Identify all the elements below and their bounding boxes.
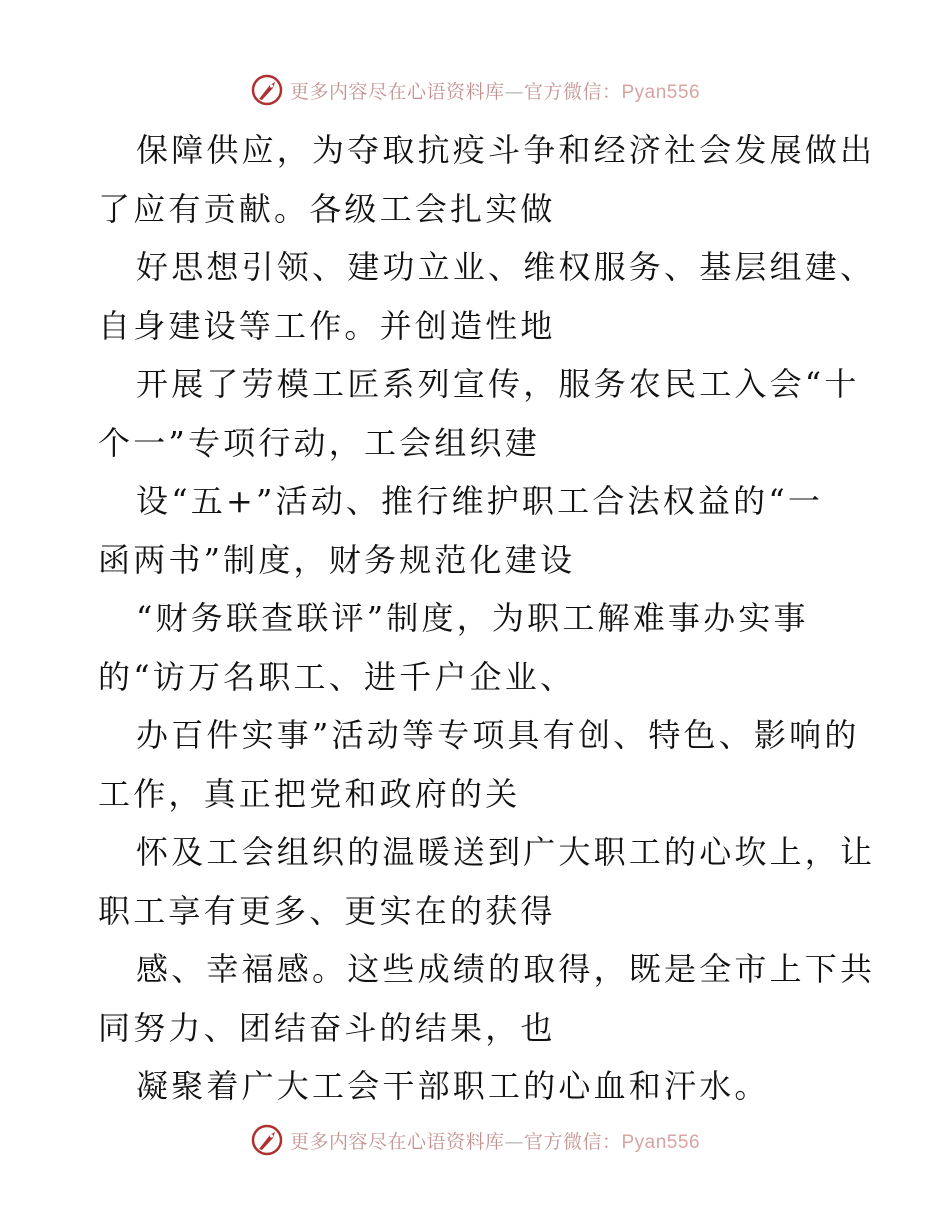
paragraph-line: “财务联查联评”制度，为职工解难事办实事	[136, 599, 809, 637]
watermark-wechat-id: Pyan556	[621, 1131, 701, 1153]
paragraph-line: 凝聚着广大工会干部职工的心血和汗水。	[136, 1067, 770, 1105]
document-body	[98, 121, 876, 1116]
watermark-wechat-label: 官方微信：	[523, 80, 622, 103]
paragraph-line: 开展了劳模工匠系列宣传，服务农民工入会“十	[136, 365, 860, 403]
paragraph-line: 同努力、团结奋斗的结果，也	[98, 1008, 556, 1047]
watermark-separator: —	[504, 1130, 524, 1153]
footer-watermark	[0, 1122, 950, 1158]
paragraph-line: 办百件实事”活动等专项具有创、特色、影响的	[136, 716, 860, 754]
pen-nib-logo-icon	[250, 1123, 284, 1157]
header-watermark	[0, 72, 950, 108]
watermark-text	[290, 77, 700, 104]
watermark-site-text: 更多内容尽在心语资料库	[289, 1130, 505, 1153]
paragraph-line: 好思想引领、建功立业、维权服务、基层组建、	[136, 248, 876, 286]
paragraph-line: 保障供应，为夺取抗疫斗争和经济社会发展做出	[136, 131, 876, 169]
paragraph-line: 自身建设等工作。并创造性地	[98, 306, 556, 345]
watermark-wechat-id: Pyan556	[621, 81, 701, 103]
paragraph-line: 了应有贡献。各级工会扎实做	[98, 189, 556, 228]
pen-nib-logo-icon	[250, 73, 284, 107]
paragraph-line: 怀及工会组织的温暖送到广大职工的心坎上，让	[136, 833, 876, 871]
watermark-separator: —	[504, 80, 524, 103]
paragraph-line: 感、幸福感。这些成绩的取得，既是全市上下共	[136, 950, 876, 988]
paragraph-line: 职工享有更多、更实在的获得	[98, 891, 556, 930]
paragraph-line: 的“访万名职工、进千户企业、	[98, 657, 576, 696]
watermark-wechat-label: 官方微信：	[523, 1130, 622, 1153]
paragraph-line: 设“五+”活动、推行维护职工合法权益的“一	[136, 482, 824, 520]
watermark-site-text: 更多内容尽在心语资料库	[289, 80, 505, 103]
paragraph-line: 函两书”制度，财务规范化建设	[98, 540, 576, 579]
watermark-text	[290, 1127, 700, 1154]
paragraph-line: 工作，真正把党和政府的关	[98, 774, 521, 813]
paragraph-line: 个一”专项行动，工会组织建	[98, 423, 540, 462]
